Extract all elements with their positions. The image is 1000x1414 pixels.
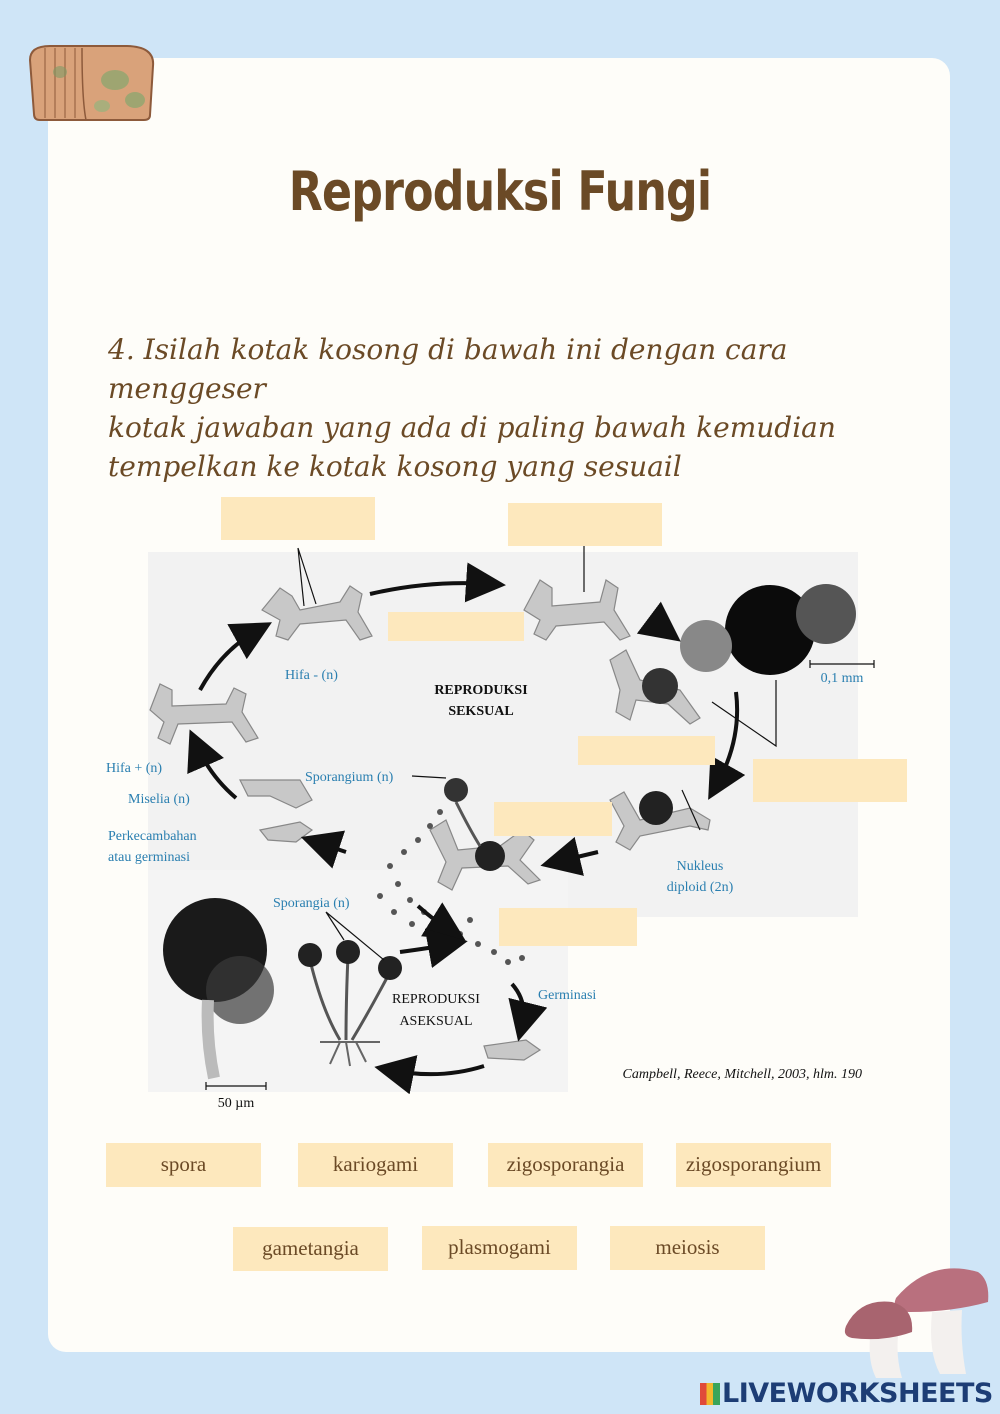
zygospore-small bbox=[642, 668, 678, 704]
label-germinasi: Germinasi bbox=[538, 988, 597, 1003]
instruction-line-1: 4. Isilah kotak kosong di bawah ini dengan cara menggeser bbox=[108, 333, 788, 405]
page-title: Reproduksi Fungi bbox=[288, 160, 712, 223]
zygosporangium-grey bbox=[796, 584, 856, 644]
label-citation: Campbell, Reece, Mitchell, 2003, hlm. 190 bbox=[622, 1067, 862, 1082]
mushroom-illustration bbox=[840, 1262, 990, 1384]
answer-chip-spora[interactable]: spora bbox=[106, 1143, 261, 1187]
label-perkecambahan-2: atau germinasi bbox=[108, 850, 191, 865]
label-scale-50um: 50 µm bbox=[217, 1096, 255, 1111]
label-perkecambahan-1: Perkecambahan bbox=[108, 829, 197, 844]
answer-chip-meiosis[interactable]: meiosis bbox=[610, 1226, 765, 1270]
label-hifa-plus: Hifa + (n) bbox=[106, 761, 163, 776]
liveworksheets-logo-text: LIVEWORKSHEETS bbox=[722, 1378, 993, 1409]
answer-chip-zigosporangium[interactable]: zigosporangium bbox=[676, 1143, 831, 1187]
gametangium-grey bbox=[680, 620, 732, 672]
liveworksheets-logo-icon bbox=[700, 1383, 720, 1405]
label-reproduksi-aseksual-2: ASEKSUAL bbox=[399, 1014, 473, 1029]
instruction-line-3: tempelkan ke kotak kosong yang sesuail bbox=[108, 450, 682, 483]
label-sporangium: Sporangium (n) bbox=[305, 770, 394, 785]
label-reproduksi-aseksual-1: REPRODUKSI bbox=[392, 992, 480, 1007]
drop-zone-2[interactable] bbox=[508, 503, 662, 546]
zygospore-nucleus bbox=[639, 791, 673, 825]
answer-chip-gametangia[interactable]: gametangia bbox=[233, 1227, 388, 1271]
drop-zone-6[interactable] bbox=[494, 802, 612, 836]
answer-chip-zigosporangia[interactable]: zigosporangia bbox=[488, 1143, 643, 1187]
label-nukleus-1: Nukleus bbox=[676, 859, 724, 874]
drop-zone-5[interactable] bbox=[753, 759, 907, 802]
label-reproduksi-seksual-1: REPRODUKSI bbox=[434, 683, 528, 698]
answer-chip-kariogami[interactable]: kariogami bbox=[298, 1143, 453, 1187]
label-nukleus-2: diploid (2n) bbox=[666, 880, 734, 895]
instruction-line-2: kotak jawaban yang ada di paling bawah kemudian bbox=[108, 411, 836, 444]
label-miselia: Miselia (n) bbox=[128, 792, 190, 807]
label-reproduksi-seksual-2: SEKSUAL bbox=[448, 704, 514, 719]
drop-zone-7[interactable] bbox=[499, 908, 637, 946]
sporangium-top bbox=[444, 778, 468, 802]
label-sporangia: Sporangia (n) bbox=[273, 896, 350, 911]
drop-zone-4[interactable] bbox=[578, 736, 715, 765]
label-hifa-minus: Hifa - (n) bbox=[285, 668, 338, 683]
liveworksheets-logo bbox=[700, 1378, 993, 1409]
answer-chip-plasmogami[interactable]: plasmogami bbox=[422, 1226, 577, 1270]
label-scale-01mm: 0,1 mm bbox=[820, 671, 864, 686]
drop-zone-1[interactable] bbox=[221, 497, 375, 540]
drop-zone-3[interactable] bbox=[388, 612, 524, 641]
